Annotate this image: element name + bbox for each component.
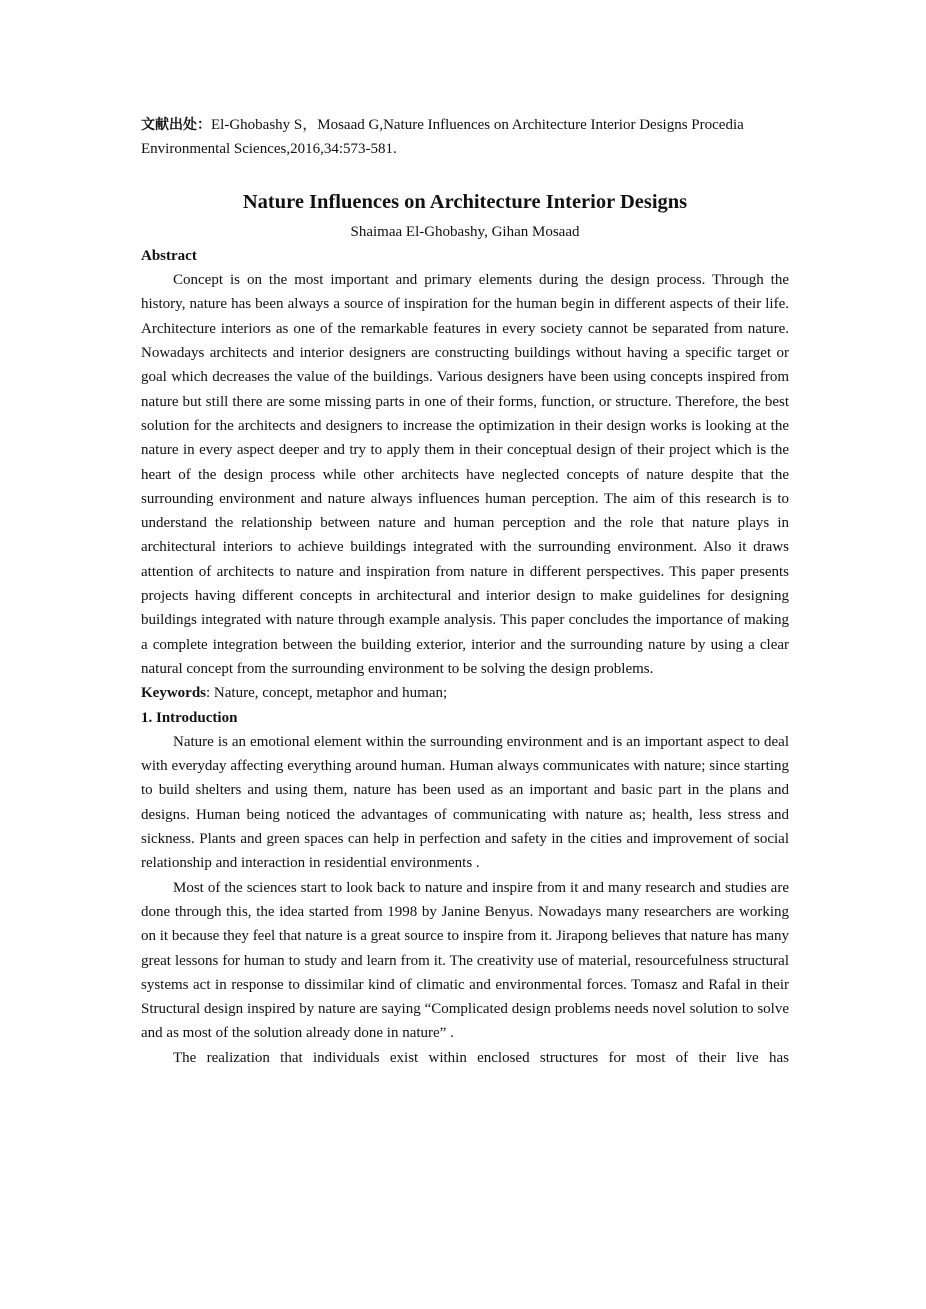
introduction-section bbox=[141, 706, 789, 1070]
introduction-paragraph: The realization that individuals exist within enclosed structures for most of their live has bbox=[173, 1049, 789, 1066]
introduction-heading: 1. Introduction bbox=[141, 709, 238, 726]
paper-title: Nature Influences on Architecture Interior Designs bbox=[242, 190, 688, 213]
source-citation bbox=[141, 113, 789, 162]
abstract-text: Concept is on the most important and primary elements during the design process. Through the history, nature has been always a source of inspiration for the human begin in different aspects of their life. Architecture interiors as one of the remarkable features in every society cannot be separated from nature. Nowadays architects and interior designers are constructing buildings without having a specific target or goal which decreases the value of the buildings. Various designers have been using concepts inspired from nature but still there are some missing parts in one of their forms, function, or structure. Therefore, the best solution for the architects and designers to increase the optimization in their design works is looking at the nature in every aspect deeper and try to apply them in their conceptual design of their project which is the heart of the design process while other architects have neglected concepts of nature despite that the surrounding environment and nature always influences human perception. The aim of this research is to understand the relationship between nature and human perception and the role that nature plays in architectural interiors to achieve buildings integrated with the surrounding environment. Also it draws attention of architects to nature and inspiration from nature in different perspectives. This paper presents projects having different concepts in architectural and interior design to make guidelines for designing buildings integrated with nature through example analysis. This paper concludes the importance of making a complete integration between the building exterior, interior and the surrounding nature by using a clear natural concept from the surrounding environment to be solving the design problems. bbox=[141, 272, 789, 677]
paper-authors: Shaimaa El-Ghobashy, Gihan Mosaad bbox=[350, 223, 580, 240]
introduction-paragraph: Most of the sciences start to look back to nature and inspire from it and many research and studies are done through this, the idea started from 1998 by Janine Benyus. Nowadays many researchers are working on it because they feel that nature is a great source to inspire from it. Jirapong believes that nature has many great lessons for human to study and learn from it. The creativity use of material, resourcefulness structural systems act in response to dissimilar kind of climatic and environmental forces. Tomasz and Rafal in their Structural design inspired by nature are saying “Complicated design problems needs novel solution to solve and as most of the solution already done in nature” . bbox=[141, 879, 789, 1042]
paper-page bbox=[141, 113, 789, 1070]
source-label: 文献出处： bbox=[141, 117, 211, 133]
abstract-heading: Abstract bbox=[141, 247, 197, 264]
keywords-label: Keywords bbox=[141, 685, 206, 702]
introduction-paragraph: Nature is an emotional element within the surrounding environment and is an important aspect to deal with everyday affecting everything around human. Human always communicates with nature; since starting to build shelters and using them, nature has been used as an important and basic part in the plans and designs. Human being noticed the advantages of communicating with nature as; health, less stress and sickness. Plants and green spaces can help in perfection and safety in the cities and improvement of social relationship and interaction in residential environments . bbox=[141, 733, 789, 872]
keywords-line bbox=[141, 681, 789, 705]
source-text: El-Ghobashy S，Mosaad G,Nature Influences on Architecture Interior Designs Procedia Environmental Sciences,2016,34:573-581. bbox=[141, 117, 744, 158]
keywords-text: : Nature, concept, metaphor and human; bbox=[206, 685, 448, 702]
abstract-section bbox=[141, 244, 789, 681]
